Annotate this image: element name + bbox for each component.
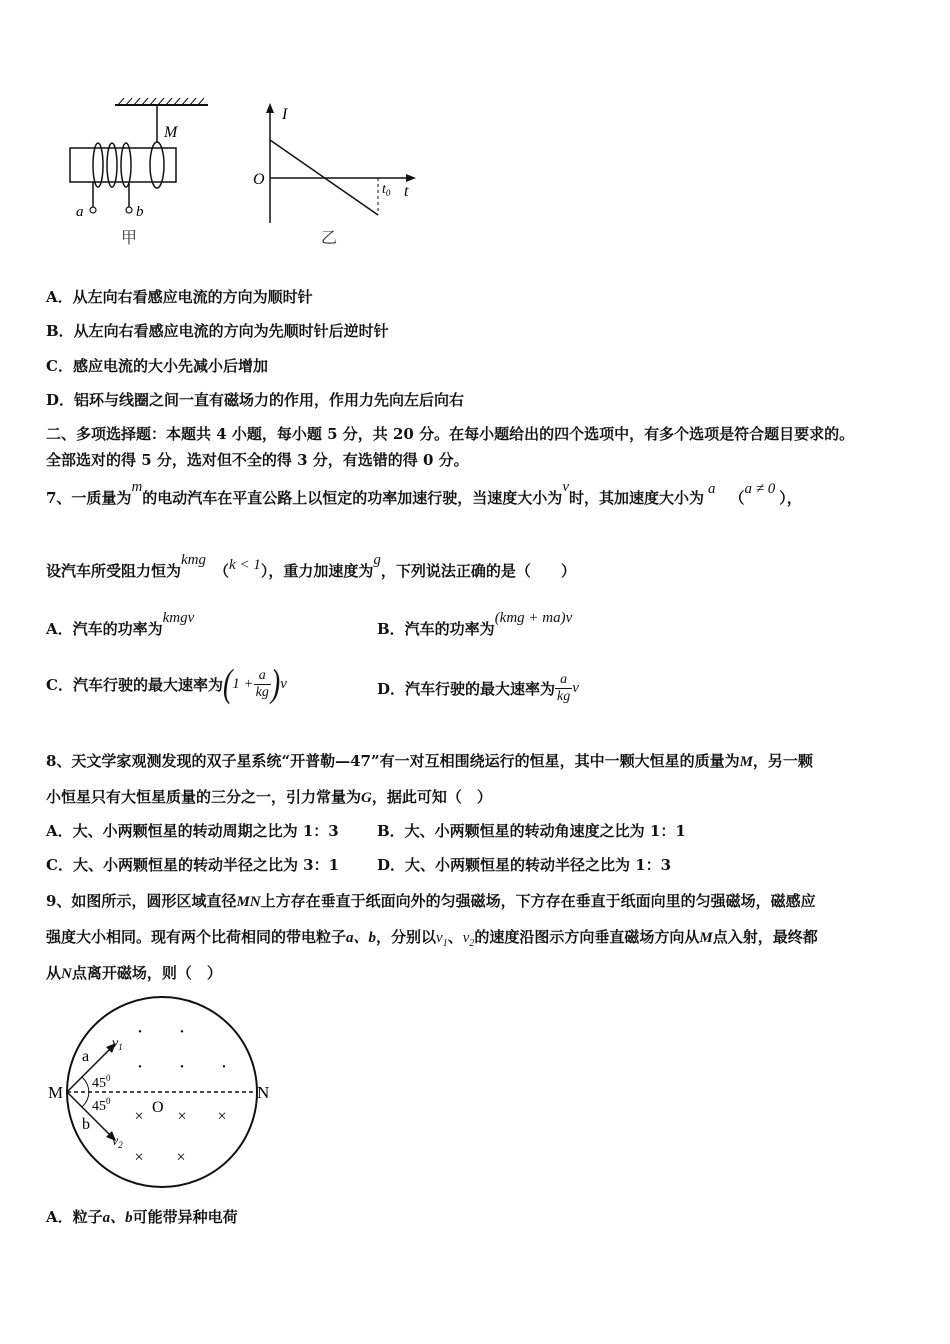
field-dot: ·	[136, 1021, 144, 1043]
q8-option-a: A．大、小两颗恒星的转动周期之比为 1：3	[46, 822, 339, 840]
q6-option-d: D．铝环与线圈之间一直有磁场力的作用，作用力先向左后向右	[46, 391, 465, 409]
q7-option-c: C．汽车行驶的最大速率为(1 + $\frac{a}{kg}$ )v	[46, 662, 287, 706]
angle-bottom-label: $45^0$	[92, 1096, 111, 1114]
particle-b-label: b	[82, 1116, 90, 1133]
q8-line2: 小恒星只有大恒星质量的三分之一，引力常量为G，据此可知（ ）	[46, 788, 492, 806]
circle-M-label: M	[48, 1083, 64, 1102]
figure-jia-yi	[60, 95, 430, 255]
q8-option-d: D．大、小两颗恒星的转动半径之比为 1：3	[377, 856, 672, 874]
field-cross: ×	[177, 1108, 187, 1125]
jia-a-label: a	[76, 204, 84, 220]
field-cross: ×	[134, 1108, 144, 1125]
q9-option-a: A．粒子a、b可能带异种电荷	[46, 1208, 238, 1226]
q7-line1: 7、一质量为m的电动汽车在平直公路上以恒定的功率加速行驶，当速度大小为v时，其加速度大小为 a （a ≠ 0 ），	[46, 479, 802, 507]
figure-yi	[253, 103, 416, 247]
q7-option-b: B．汽车的功率为(kmg + ma)v	[377, 610, 573, 638]
section2-line2: 全部选对的得 5 分，选对但不全的得 3 分，有选错的得 0 分。	[46, 451, 469, 469]
q6-option-c: C．感应电流的大小先减小后增加	[46, 357, 268, 375]
field-cross: ×	[176, 1149, 186, 1166]
v1-label: $v_1$	[112, 1036, 123, 1052]
field-cross: ×	[217, 1108, 227, 1125]
jia-M-label: M	[164, 124, 178, 141]
section2-line1: 二、多项选择题：本题共 4 小题，每小题 5 分，共 20 分。在每小题给出的四个选项中，有多个选项是符合题目要求的。	[46, 425, 855, 443]
field-dot: ·	[178, 1056, 186, 1078]
particle-a-label: a	[82, 1048, 90, 1065]
circle-O-label: O	[152, 1099, 164, 1116]
figure-circle-field	[44, 995, 284, 1190]
yi-I-label: I	[282, 106, 288, 123]
figure-jia	[70, 98, 208, 247]
q7-option-d: D．汽车行驶的最大速率为 $\frac{a}{kg}$ v	[377, 672, 579, 704]
q6-option-a: A．从左向右看感应电流的方向为顺时针	[46, 288, 313, 306]
circle-N-label: N	[257, 1083, 270, 1102]
q9-line3: 从N点离开磁场，则（ ）	[46, 964, 222, 982]
q7-option-a: A．汽车的功率为kmgv	[46, 610, 195, 638]
field-dot: ·	[220, 1056, 228, 1078]
field-dot: ·	[178, 1021, 186, 1043]
q8-option-c: C．大、小两颗恒星的转动半径之比为 3：1	[46, 856, 340, 874]
yi-t0-label: $t_0$	[382, 182, 391, 198]
v2-label: $v_2$	[112, 1134, 123, 1150]
field-dot: ·	[136, 1056, 144, 1078]
yi-caption: 乙	[321, 228, 338, 247]
yi-t-label: t	[404, 183, 409, 200]
q9-line2: 强度大小相同。现有两个比荷相同的带电粒子a、b，分别以$v_1$、$v_2$的速度沿图示方向垂直磁场方向从M点入射，最终都	[46, 928, 818, 949]
yi-O-label: O	[253, 171, 265, 188]
jia-caption: 甲	[121, 228, 138, 247]
q7-line2: 设汽车所受阻力恒为kmg（k < 1），重力加速度为g，下列说法正确的是（ ）	[46, 552, 576, 580]
q6-option-b: B．从左向右看感应电流的方向为先顺时针后逆时针	[46, 322, 389, 340]
field-cross: ×	[134, 1149, 144, 1166]
jia-b-label: b	[136, 204, 144, 220]
q9-line1: 9、如图所示，圆形区域直径MN上方存在垂直于纸面向外的匀强磁场，下方存在垂直于纸面向里的匀强磁场，磁感应	[46, 892, 816, 910]
q8-option-b: B．大、小两颗恒星的转动角速度之比为 1：1	[377, 822, 686, 840]
q8-line1: 8、天文学家观测发现的双子星系统“开普勒—47”有一对互相围绕运行的恒星，其中一颗大恒星的质量为M，另一颗	[46, 752, 813, 770]
angle-top-label: $45^0$	[92, 1073, 111, 1091]
